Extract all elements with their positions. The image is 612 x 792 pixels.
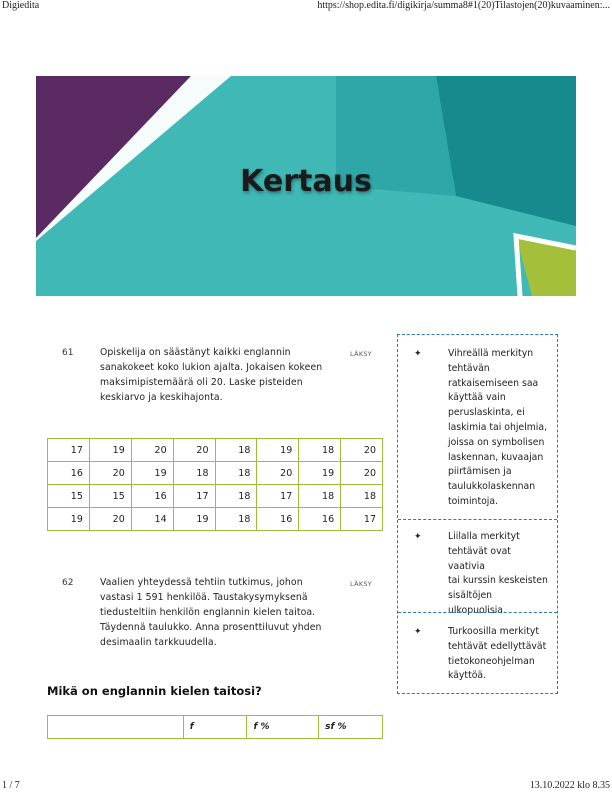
legend-text <box>448 347 548 510</box>
table-cell: 17 <box>341 508 383 531</box>
legend-item-purple <box>398 530 557 616</box>
chapter-banner <box>36 76 576 296</box>
print-header-title: Digiedita <box>2 0 40 11</box>
table-cell: 20 <box>173 439 215 462</box>
table-row <box>48 508 383 531</box>
legend-text <box>448 530 548 619</box>
table-cell: 17 <box>257 485 299 508</box>
sparkle-icon: ✦ <box>414 627 422 637</box>
legend-line: käyttää vain <box>448 392 506 404</box>
question-heading: Mikä on englannin kielen taitosi? <box>47 684 262 698</box>
table-cell: 19 <box>299 462 341 485</box>
table-cell: 14 <box>131 508 173 531</box>
exercise-number: 62 <box>62 578 74 588</box>
exercise-line: tiedusteltiin henkilön englannin kielen taitoa. <box>100 607 316 618</box>
legend-item-turquoise <box>398 625 557 689</box>
table-cell: 15 <box>48 485 90 508</box>
scores-table <box>47 438 383 531</box>
sparkle-icon: ✦ <box>414 532 422 542</box>
table-cell: 18 <box>341 485 383 508</box>
frequency-table <box>47 715 383 739</box>
legend-line: laskennan, kuvaajan <box>448 451 544 463</box>
table-cell: 20 <box>131 439 173 462</box>
exercise-line: Vaalien yhteydessä tehtiin tutkimus, johon <box>100 577 303 588</box>
exercise-line: vastasi 1 591 henkilöä. Taustakysymyksenä <box>100 592 308 603</box>
legend-box <box>397 334 558 694</box>
legend-item-green <box>398 347 557 517</box>
legend-line: joissa on symbolisen <box>448 436 545 448</box>
exercise-line: Täydennä taulukko. Anna prosenttiluvut yhden <box>100 622 322 633</box>
legend-line: peruslaskinta, ei <box>448 407 525 419</box>
legend-line: tehtävät edellyttävät <box>448 640 547 652</box>
legend-line: toimintoja. <box>448 495 499 507</box>
legend-line: tai kurssin keskeisten <box>448 575 548 587</box>
table-cell: 20 <box>341 462 383 485</box>
table-cell: 18 <box>299 485 341 508</box>
table-cell: 19 <box>131 462 173 485</box>
table-cell: 15 <box>89 485 131 508</box>
table-cell: 18 <box>215 462 257 485</box>
table-row <box>48 439 383 462</box>
table-cell: 16 <box>299 508 341 531</box>
table-cell: 20 <box>89 508 131 531</box>
table-cell: 18 <box>299 439 341 462</box>
print-header-url: https://shop.edita.fi/digikirja/summa8#1(20)Tilastojen(20)kuvaaminen:... <box>317 0 610 11</box>
table-cell: 18 <box>215 485 257 508</box>
homework-tag: LÄKSY <box>350 580 373 588</box>
exercise-line: Opiskelija on säästänyt kaikki englannin <box>100 347 291 358</box>
table-header-cell: f % <box>247 716 319 739</box>
legend-text <box>448 625 548 684</box>
table-cell: 19 <box>89 439 131 462</box>
table-cell: 16 <box>48 462 90 485</box>
legend-line: tehtävän <box>448 362 490 374</box>
chapter-title: Kertaus <box>240 164 372 199</box>
exercise-line: desimaalin tarkkuudella. <box>100 637 217 648</box>
table-header-cell: sf % <box>319 716 383 739</box>
exercise-line: sanakokeet koko lukion ajalta. Jokaisen kokeen <box>100 362 323 373</box>
legend-line: tietokoneohjelman <box>448 655 535 667</box>
legend-line: ulkopuolisia. <box>448 604 506 616</box>
legend-line: käyttöä. <box>448 670 487 682</box>
table-cell: 18 <box>173 462 215 485</box>
table-cell: 17 <box>48 439 90 462</box>
table-header-cell <box>48 716 184 739</box>
legend-line: laskimia tai ohjelmia, <box>448 421 548 433</box>
legend-line: piirtämisen ja <box>448 466 512 478</box>
legend-line: Vihreällä merkityn <box>448 348 534 359</box>
table-cell: 19 <box>48 508 90 531</box>
table-header-cell: f <box>183 716 247 739</box>
legend-line: sisältöjen <box>448 590 493 602</box>
table-row <box>48 462 383 485</box>
table-cell: 19 <box>173 508 215 531</box>
exercise-number: 61 <box>62 348 74 358</box>
table-cell: 18 <box>215 508 257 531</box>
legend-line: tehtävät ovat vaativia <box>448 545 511 572</box>
exercise-line: keskiarvo ja keskihajonta. <box>100 392 223 403</box>
exercise-line: maksimipistemäärä oli 20. Laske pisteiden <box>100 377 303 388</box>
legend-divider <box>398 612 557 613</box>
table-cell: 16 <box>131 485 173 508</box>
exercise-text <box>100 345 340 405</box>
print-footer-date: 13.10.2022 klo 8.35 <box>529 780 610 791</box>
table-cell: 20 <box>257 462 299 485</box>
table-cell: 20 <box>89 462 131 485</box>
table-cell: 16 <box>257 508 299 531</box>
legend-line: Turkoosilla merkityt <box>448 626 540 637</box>
legend-line: Liilalla merkityt <box>448 531 520 542</box>
table-header-row <box>48 716 383 739</box>
homework-tag: LÄKSY <box>350 350 373 358</box>
table-cell: 18 <box>215 439 257 462</box>
legend-line: taulukkolaskennan <box>448 481 536 493</box>
table-cell: 20 <box>341 439 383 462</box>
print-footer-page: 1 / 7 <box>2 780 20 791</box>
exercise-text <box>100 575 340 650</box>
table-cell: 17 <box>173 485 215 508</box>
sparkle-icon: ✦ <box>414 349 422 359</box>
table-row <box>48 485 383 508</box>
legend-divider <box>398 519 557 520</box>
table-cell: 19 <box>257 439 299 462</box>
legend-line: ratkaisemiseen saa <box>448 377 539 389</box>
